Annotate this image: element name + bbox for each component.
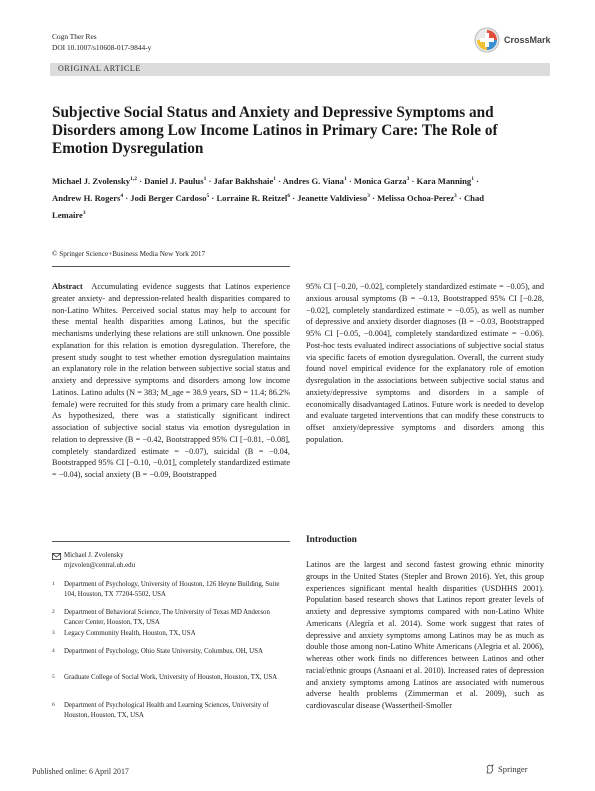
corresponding-author-email[interactable]: mjzvolen@central.uh.edu [64, 562, 136, 569]
author-name[interactable]: Andrew H. Rogers [52, 193, 121, 204]
abstract-text-left: Accumulating evidence suggests that Latinos experience greater anxiety- and depression-related health disparities compared to non-Latino Whites. Perceived social status may help to account for these mental health disparities among Latinos, but the specific mechanisms underlying these relations are still unknown. One possible explanation for this relation is emotion dysregulation. Therefore, the present study sought to test whether emotion dysregulation maintains an explanatory role in the relation between subjective social status and anxiety and depressive symptoms and disorders among low income Latinos. Latino adults (N = 383; M_age = 38.9 years, SD = 11.4; 86.2% female) were recruited for this study from a primary care health clinic. As hypothesized, there was a statistically significant indirect association of subjective social status via emotion dysregulation in relation to depressive (B = −0.42, Bootstrapped 95% CI [−0.81, −0.08], completely standardized estimate = −0.07), suicidal (B = −0.04, Bootstrapped 95% CI [−0.10, −0.01], completely standardized estimate = −0.04), social anxiety (B = −0.09, Bootstrapped [52, 282, 290, 479]
author-affiliation-marker: 1 [471, 176, 474, 182]
copyright-notice: © Springer Science+Business Media New York 2017 [52, 250, 206, 258]
introduction-text: Latinos are the largest and second fastest growing ethnic minority groups in the United States (Stepler and Brown 2016). Yet, this group experiences significant mental health disparities (USDHHS 2001). Population based research shows that Latinos report greater levels of anxiety and depressive symptoms compared with non-Latino White Americans (Alegría et al. 2014). Some work suggest that rates of depressive and anxiety symptoms among Latinos may be as much as double those among non-Latino White Americans (Alegria et al. 2006), whereas other work finds no differences between Latinos and other racial/ethnic groups (Asnaani et al. 2010). Increased rates of depression and anxiety symptoms among Latinos are associated with numerous adverse health problems (Zimmerman et al. 2009), such as cardiovascular disease (Wassertheil-Smoller [306, 560, 544, 710]
affiliation-number: 5 [52, 674, 55, 680]
published-date: Published online: 6 April 2017 [32, 767, 129, 776]
crossmark-label: CrossMark [504, 35, 551, 45]
author-name[interactable]: Monica Garza [353, 175, 407, 186]
envelope-icon [52, 553, 61, 560]
author-affiliation-marker: 3 [367, 193, 370, 200]
author-name[interactable]: Michael J. Zvolensky [52, 175, 131, 186]
divider [52, 541, 290, 542]
author-affiliation-marker: 3 [82, 210, 86, 217]
author-affiliation-marker: 4 [120, 193, 124, 200]
affiliation-number: 1 [52, 581, 55, 587]
affiliation-text: Department of Psychology, University of Houston, 126 Heyne Building, Suite 104, Houston, TX 77204-5502, USA [64, 581, 280, 598]
crossmark-badge[interactable] [474, 27, 551, 53]
abstract-left [52, 281, 290, 481]
author-affiliation-marker: 5 [206, 193, 210, 200]
affiliation-text: Department of Psychology, Ohio State University, Columbus, OH, USA [64, 648, 263, 655]
publisher-name: Springer [498, 764, 528, 774]
affiliation-text: Legacy Community Health, Houston, TX, USA [64, 630, 196, 637]
affiliation-text: Department of Psychological Health and Learning Sciences, University of Houston, Houston, TX, USA [64, 702, 269, 719]
article-type-label: ORIGINAL ARTICLE [58, 64, 141, 73]
affiliation-number: 3 [52, 630, 55, 636]
author-name[interactable]: Kara Manning [416, 175, 472, 186]
article-type-bar [50, 63, 550, 76]
author-affiliation-marker: 1 [273, 176, 277, 182]
author-name[interactable]: Andres G. Viana [282, 175, 344, 186]
author-affiliation-marker: 1 [343, 176, 347, 182]
author-affiliation-marker: 1 [203, 176, 207, 182]
affiliation-number: 4 [52, 648, 55, 654]
affiliation-number: 2 [52, 609, 55, 615]
paper-title: Subjective Social Status and Anxiety and Depressive Symptoms and Disorders among Low Income Latinos in Primary Care: The Role of Emotion Dysregulation [52, 104, 498, 157]
corresponding-author-name: Michael J. Zvolensky [64, 552, 124, 559]
author-name[interactable]: Chad Lemaire [52, 193, 485, 221]
section-heading-introduction: Introduction [306, 535, 357, 545]
affiliation-text: Graduate College of Social Work, University of Houston, Houston, TX, USA [64, 674, 278, 681]
author-name[interactable]: Lorraine R. Reitzel [216, 193, 288, 204]
journal-name: Cogn Ther Res [52, 32, 97, 41]
doi[interactable]: DOI 10.1007/s10608-017-9844-y [52, 43, 152, 52]
author-name[interactable]: Daniel J. Paulus [144, 175, 204, 186]
author-affiliation-marker: 1,2 [130, 176, 137, 182]
springer-horse-icon [485, 764, 495, 774]
author-affiliation-marker: 6 [287, 193, 291, 200]
crossmark-icon [474, 27, 500, 53]
abstract-right: 95% CI [−0.20, −0.02], completely standardized estimate = −0.05), and anxious arousal symptoms (B = −0.13, Bootstrapped 95% CI [−0.28, −0.02], completely standardized estimate = −0.05), as well as number of depressive and anxiety disorder diagnoses (B = −0.03, Bootstrapped 95% CI [−0.05, −0.004], completely standardized estimate = −0.06). Post-hoc tests evaluated indirect associations of subjective social status via specific facets of emotion dysregulation. Overall, the current study found novel empirical evidence for the explanatory role of emotion dysregulation in the associations between subjective social status and anxiety/depressive symptoms and disorders in a sample of economically disadvantaged Latinos. Future work is needed to develop and evaluate targeted interventions that can modify these constructs to offset anxiety/depressive symptoms and disorders among this population. [306, 282, 544, 444]
author-name[interactable]: Jeanette Valdivieso [297, 193, 368, 204]
affiliation-text: Department of Behavioral Science, The University of Texas MD Anderson Cancer Center, Houston, TX, USA [64, 609, 270, 626]
publisher-logo [485, 764, 528, 774]
author-name[interactable]: Melissa Ochoa-Perez [377, 193, 455, 204]
author-list: Michael J. Zvolensky$^{1,2}$ · Daniel J. Paulus$^1$ · Jafar Bakhshaie$^1$ · Andres G. Viana$^1$ · Monica Garza$^3$ · Kara Manning$^1$ · Andrew H. Rogers$^4$ · Jodi Berger Cardoso$^5$ · Lorraine R. Reitzel$^6$ · Jeanette Valdivieso$^3$ · Melissa Ochoa-Perez$^3$ · Chad Lemaire$^3$ [52, 175, 485, 221]
author-affiliation-marker: 3 [406, 176, 410, 182]
author-affiliation-marker: 3 [454, 193, 457, 200]
affiliation-number: 6 [52, 702, 55, 708]
author-name[interactable]: Jafar Bakhshaie [213, 175, 274, 186]
abstract-heading: Abstract [52, 282, 83, 291]
divider [52, 266, 290, 267]
author-name[interactable]: Jodi Berger Cardoso [130, 193, 207, 204]
